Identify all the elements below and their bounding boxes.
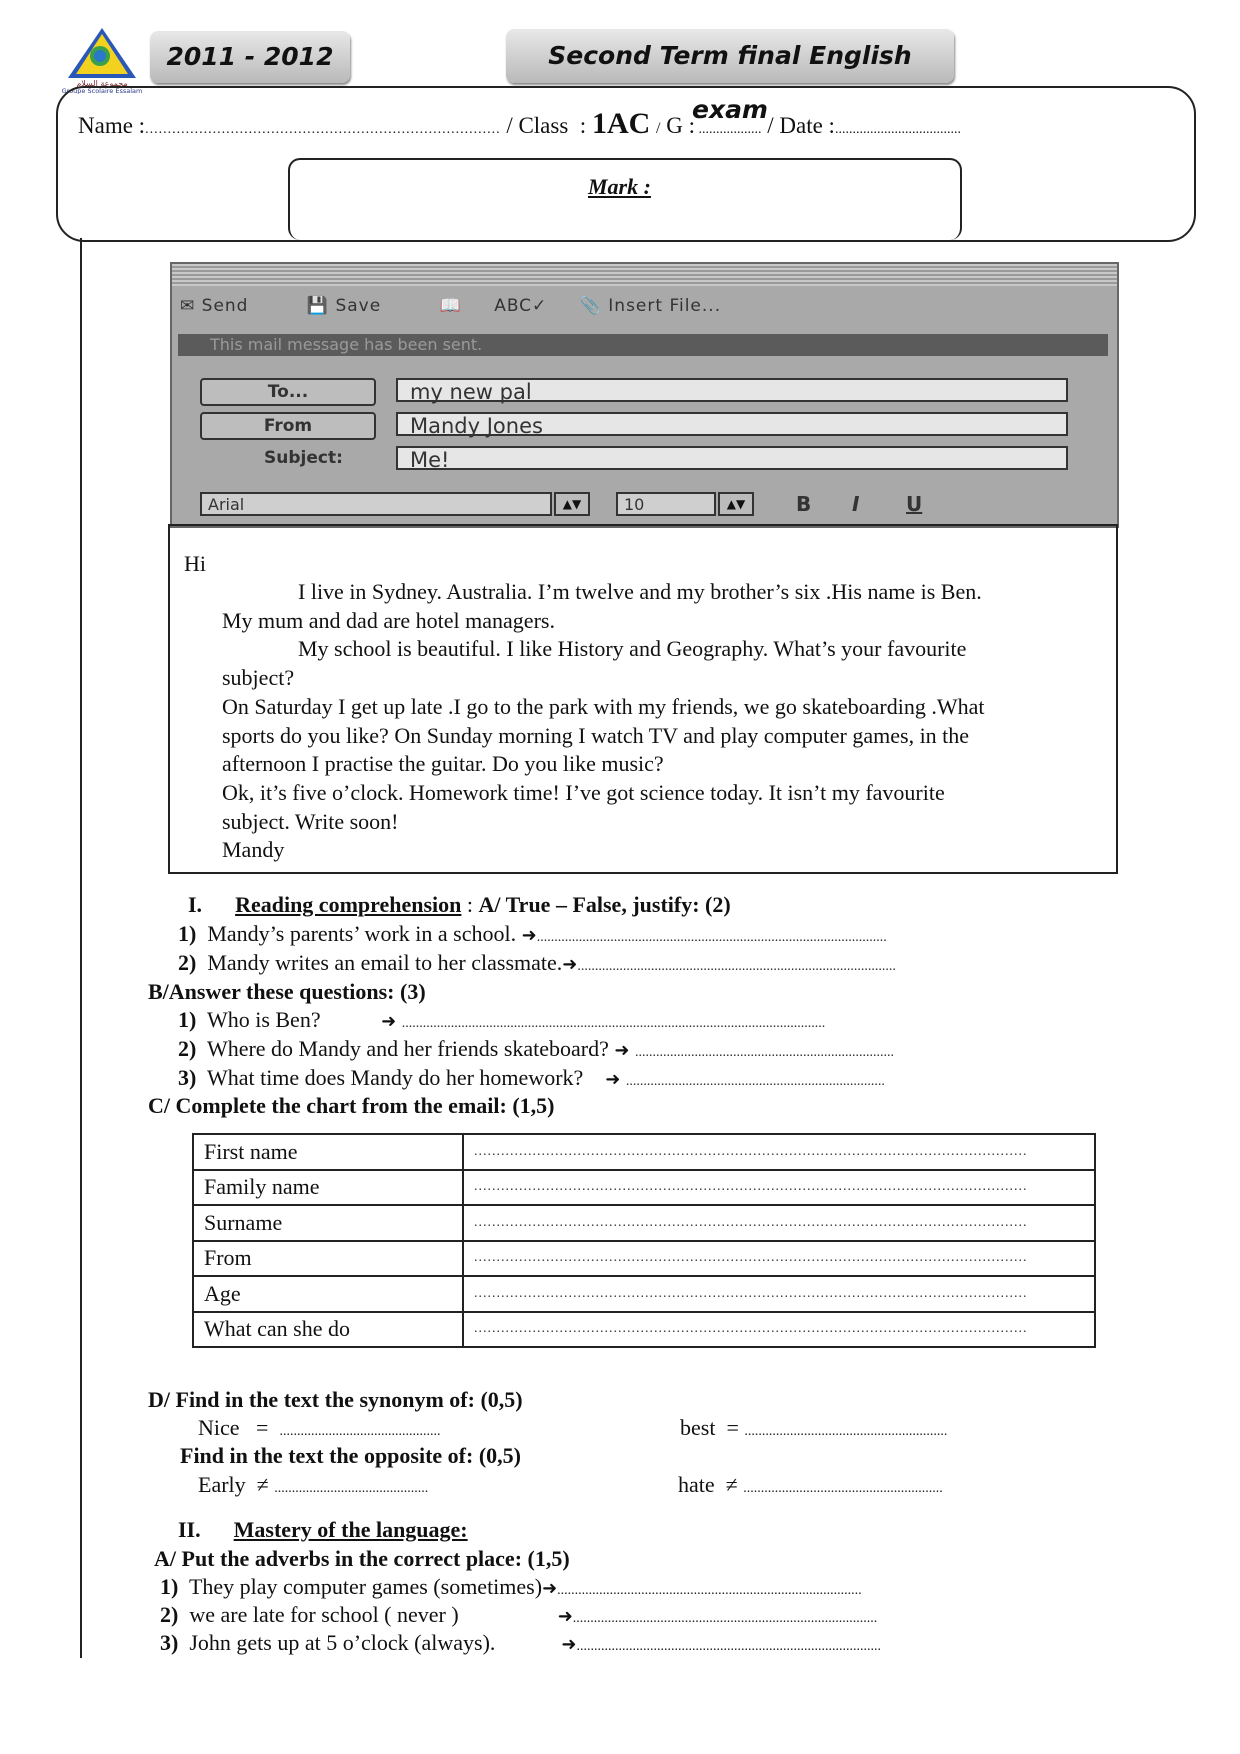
- answer-line[interactable]: .......................................................................................: [576, 1639, 882, 1654]
- arrow-icon: ➜: [605, 1069, 621, 1089]
- to-button[interactable]: To...: [200, 378, 376, 406]
- msg-line: My mum and dad are hotel managers.: [222, 607, 555, 633]
- msg-line: sports do you like? On Sunday morning I watch TV and play computer games, in the: [222, 722, 970, 748]
- answer-line[interactable]: ..........................................................................: [634, 1045, 894, 1060]
- save-button[interactable]: 💾 Save: [306, 296, 382, 316]
- answer-line[interactable]: .......................................................................................: [557, 1583, 862, 1598]
- subject-label: Subject:: [264, 448, 343, 468]
- answer-line[interactable]: ..........................................................: [744, 1424, 948, 1439]
- date-label: / Date: [767, 113, 823, 138]
- row-label: First name: [193, 1134, 463, 1170]
- from-field[interactable]: Mandy Jones: [396, 412, 1068, 436]
- spellcheck-icon[interactable]: ABC✓: [494, 296, 548, 316]
- answer-cell[interactable]: ...........................................................................................................................: [463, 1276, 1095, 1312]
- address-book-icon[interactable]: 📖: [439, 296, 462, 316]
- part-d-title: D/ Find in the text the synonym of: (0,5): [148, 1387, 523, 1412]
- signature: Mandy: [222, 837, 285, 863]
- opposite-title: Find in the text the opposite of: (0,5): [180, 1443, 521, 1468]
- table-row: [193, 1312, 1095, 1348]
- answer-line[interactable]: .......................................................................................: [572, 1611, 878, 1626]
- margin-line: [80, 238, 82, 1658]
- class-value: 1AC: [591, 107, 651, 140]
- part-b-title: B/Answer these questions: (3): [148, 979, 426, 1004]
- arrow-icon: ➜: [614, 1040, 630, 1060]
- sent-notice: This mail message has been sent.: [178, 334, 1108, 356]
- part-a-title: A/ True – False, justify: (2): [478, 892, 731, 917]
- section1-title: Reading comprehension: [235, 892, 462, 917]
- arrow-icon: ➜: [542, 1578, 558, 1598]
- underline-button[interactable]: U: [906, 492, 923, 516]
- synonym-item: best = ..........................................................: [680, 1415, 948, 1440]
- insert-file-button[interactable]: 📎 Insert File...: [579, 296, 722, 316]
- answer-line[interactable]: ............................................: [274, 1481, 429, 1496]
- msg-line: My school is beautiful. I like History and Geography. What’s your favourite: [298, 636, 967, 662]
- name-dots[interactable]: ...............................................................................: [145, 122, 501, 137]
- synonym-item: Nice = ..............................................: [198, 1415, 441, 1440]
- year-tab: 2011 - 2012: [150, 31, 350, 83]
- msg-line: Ok, it’s five o’clock. Homework time! I’ve got science today. It isn’t my favourite: [222, 779, 945, 805]
- name-label: Name :: [78, 113, 146, 138]
- answer-line[interactable]: ....................................................................................................: [536, 930, 887, 945]
- arrow-icon: ➜: [381, 1011, 397, 1031]
- window-titlebar: [172, 264, 1117, 286]
- question-item: 1) Who is Ben? ➜ .........................................................................................................................: [178, 1007, 826, 1032]
- arrow-icon: ➜: [557, 1606, 573, 1626]
- question-item: 2) Where do Mandy and her friends skateboard? ➜ ..........................................................................: [178, 1036, 894, 1061]
- msg-line: afternoon I practise the guitar. Do you like music?: [222, 751, 664, 777]
- row-label: Age: [193, 1276, 463, 1312]
- school-logo: [62, 26, 142, 94]
- email-toolbar: [180, 296, 773, 316]
- size-stepper-icon[interactable]: ▲▼: [718, 492, 754, 516]
- font-stepper-icon[interactable]: ▲▼: [554, 492, 590, 516]
- logo-arabic-text: مجموعة السلام: [76, 79, 128, 88]
- answer-line[interactable]: ..........................................................................: [625, 1074, 885, 1089]
- question-item: 3) What time does Mandy do her homework? ➜ ..........................................................................: [178, 1065, 885, 1090]
- tf-item: 1) Mandy’s parents’ work in a school. ➜....................................................................................................: [178, 921, 887, 946]
- answer-cell[interactable]: ...........................................................................................................................: [463, 1241, 1095, 1277]
- bold-button[interactable]: B: [796, 492, 812, 516]
- email-body: [168, 524, 1118, 874]
- table-row: [193, 1134, 1095, 1170]
- group-label: G :: [666, 113, 695, 138]
- part-c-title: C/ Complete the chart from the email: (1,5): [148, 1093, 555, 1118]
- section2-heading: II. Mastery of the language:: [178, 1517, 468, 1542]
- msg-line: On Saturday I get up late .I go to the park with my friends, we go skateboarding .What: [222, 693, 985, 719]
- group-dots[interactable]: ..................: [694, 122, 762, 137]
- msg-line: I live in Sydney. Australia. I’m twelve and my brother’s six .His name is Ben.: [298, 579, 982, 604]
- section2-part-a: A/ Put the adverbs in the correct place: (1,5): [154, 1546, 570, 1571]
- exam-title-tab: Second Term final English exam: [506, 29, 954, 83]
- class-label: / Class: [506, 113, 569, 138]
- answer-line[interactable]: .........................................................: [743, 1481, 943, 1496]
- opposite-item: hate ≠ .........................................................: [678, 1472, 943, 1497]
- row-label: From: [193, 1241, 463, 1277]
- from-button[interactable]: From: [200, 412, 376, 440]
- arrow-icon: ➜: [562, 954, 578, 974]
- row-label: Family name: [193, 1170, 463, 1206]
- font-size-select[interactable]: 10: [616, 492, 716, 516]
- row-label: Surname: [193, 1205, 463, 1241]
- logo-caption: Groupe Scolaire Essalam: [62, 87, 142, 94]
- send-button[interactable]: ✉ Send: [180, 296, 249, 316]
- adverb-item: 1) They play computer games (sometimes)➜.......................................................................................: [160, 1574, 862, 1599]
- mark-label: Mark :: [588, 174, 651, 199]
- answer-cell[interactable]: ...........................................................................................................................: [463, 1205, 1095, 1241]
- row-label: What can she do: [193, 1312, 463, 1348]
- student-info-line: Name :............................................................................... / Class : 1AC / G : .................. / Date :....................................: [78, 107, 961, 140]
- table-row: [193, 1276, 1095, 1312]
- opposite-item: Early ≠ ............................................: [198, 1472, 429, 1497]
- section2-title: Mastery of the language:: [233, 1517, 468, 1542]
- table-row: [193, 1241, 1095, 1277]
- msg-line: subject?: [222, 665, 295, 691]
- font-select[interactable]: Arial: [200, 492, 552, 516]
- italic-button[interactable]: I: [852, 492, 860, 516]
- subject-field[interactable]: Me!: [396, 446, 1068, 470]
- profile-chart: [192, 1133, 1096, 1348]
- arrow-icon: ➜: [521, 925, 537, 945]
- adverb-item: 2) we are late for school ( never ) ➜.......................................................................................: [160, 1602, 878, 1627]
- table-row: [193, 1170, 1095, 1206]
- answer-line[interactable]: ..............................................: [279, 1424, 441, 1439]
- tf-item: 2) Mandy writes an email to her classmate.➜...........................................................................................: [178, 950, 896, 975]
- section1-heading: I. Reading comprehension : A/ True – False, justify: (2): [188, 892, 731, 917]
- answer-cell[interactable]: ...........................................................................................................................: [463, 1134, 1095, 1170]
- arrow-icon: ➜: [561, 1634, 577, 1654]
- to-field[interactable]: my new pal: [396, 378, 1068, 402]
- email-window: [170, 262, 1119, 528]
- date-dots[interactable]: ....................................: [834, 122, 961, 137]
- answer-cell[interactable]: ...........................................................................................................................: [463, 1312, 1095, 1348]
- answer-cell[interactable]: ...........................................................................................................................: [463, 1170, 1095, 1206]
- table-row: [193, 1205, 1095, 1241]
- adverb-item: 3) John gets up at 5 o’clock (always). ➜.......................................................................................: [160, 1630, 882, 1655]
- greeting: Hi: [184, 551, 206, 576]
- answer-line[interactable]: .........................................................................................................................: [401, 1016, 826, 1031]
- msg-line: subject. Write soon!: [222, 808, 399, 834]
- answer-line[interactable]: ...........................................................................................: [577, 959, 896, 974]
